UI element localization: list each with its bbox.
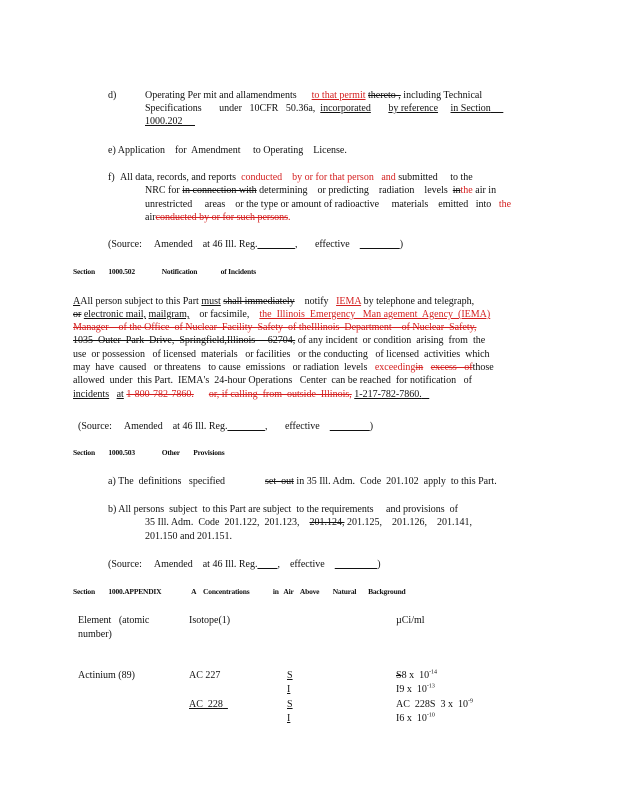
para-502-line-3: Manager of the Office of Nuclear Facility Safety of theIllinois Department of Nuclear Safety, xyxy=(73,322,477,333)
item-f-line-1: All data, records, and reports conducted by or for that person and submitted to the xyxy=(120,172,473,183)
item-e: e) Application for Amendment to Operating License. xyxy=(108,145,347,156)
item-d-line-2: Specifications under 10CFR 50.36a, incorporated by reference in Section xyxy=(145,103,491,114)
table-row-element: Actinium (89) xyxy=(78,670,135,681)
source-note-3: (Source: Amended at 46 Ill. Reg. , effective ) xyxy=(108,559,381,570)
item-b-503-line-2: 35 Ill. Adm. Code 201.122, 201.123, 201.124, 201.125, 201.126, 201.141, xyxy=(145,517,472,528)
table-row-codes: S I xyxy=(287,670,293,695)
section-heading-503: Section 1000.503 Other Provisions xyxy=(73,448,225,457)
para-502-line-8: incidents at 1-800-782-7860. or, if calling from outside Illinois, 1-217-782-7860. xyxy=(73,389,422,400)
para-502-line-1: AAll person subject to this Part must shall immediately notify IEMA by telephone and telegraph, xyxy=(73,296,475,307)
item-d-label: d) xyxy=(108,90,117,101)
table-row-codes-2: S I xyxy=(287,699,293,724)
section-heading-appendix: Section 1000.APPENDIX A Concentrations in Air Above Natural Background xyxy=(73,587,406,596)
table-row-isotope-2: AC 228 xyxy=(189,699,223,710)
item-f-line-2: NRC for in connection with determining or predicting radiation levels inthe air in xyxy=(145,185,497,196)
section-heading-502: Section 1000.502 Notification of Incidents xyxy=(73,267,256,276)
table-header-concentration: µCi/ml xyxy=(396,615,425,626)
item-f-line-4: airconducted by or for such persons. xyxy=(145,212,291,223)
table-row-values: S8 x $10^{-14}$ I9 x $10^{-13}$ xyxy=(396,669,438,695)
table-header-isotope: Isotope(1) xyxy=(189,615,231,626)
item-f-line-3: unrestricted areas or the type or amount of radioactive materials emitted into the xyxy=(145,199,512,210)
para-502-line-2: or electronic mail, mailgram, or facsimile, the Illinois Emergency Man agement Agency (IEMA) xyxy=(73,309,491,320)
item-f-label: f) xyxy=(108,172,115,183)
item-d-line-3: 1000.202 xyxy=(145,116,183,127)
para-502-line-7: allowed under this Part. IEMA's 24-hour Operations Center can be reached for notification of xyxy=(73,375,472,386)
para-502-line-6: may have caused or threatens to cause emissions or radiation levels exceedingin excess ofthose xyxy=(73,362,494,373)
item-b-503-line-3: 201.150 and 201.151. xyxy=(145,531,232,542)
item-a-503: a) The definitions specified set out in 35 Ill. Adm. Code 201.102 apply to this Part. xyxy=(108,476,497,487)
item-b-503-line-1: b) All persons subject to this Part are subject to the requirements and provisions of xyxy=(108,504,458,515)
table-header-element: Element (atomic number) xyxy=(78,615,150,640)
table-row-values-2: AC 228S 3 x $10^{-9}$ I6 x $10^{-10}$ xyxy=(396,698,473,724)
para-502-line-4: 1035 Outer Park Drive, Springfield,Illinois 62704, of any incident or condition arising from the xyxy=(73,335,486,346)
item-d-line-1: Operating Per mit and allamendments to that permit thereto , including Technical xyxy=(145,90,483,101)
source-note-1: (Source: Amended at 46 Ill. Reg. , effective ) xyxy=(108,239,404,250)
table-row-isotope: AC 227 xyxy=(189,670,221,681)
para-502-line-5: use or possession of licensed materials or facilities or the conducting of licensed activities which xyxy=(73,349,490,360)
source-note-2: (Source: Amended at 46 Ill. Reg. , effective ) xyxy=(78,421,374,432)
